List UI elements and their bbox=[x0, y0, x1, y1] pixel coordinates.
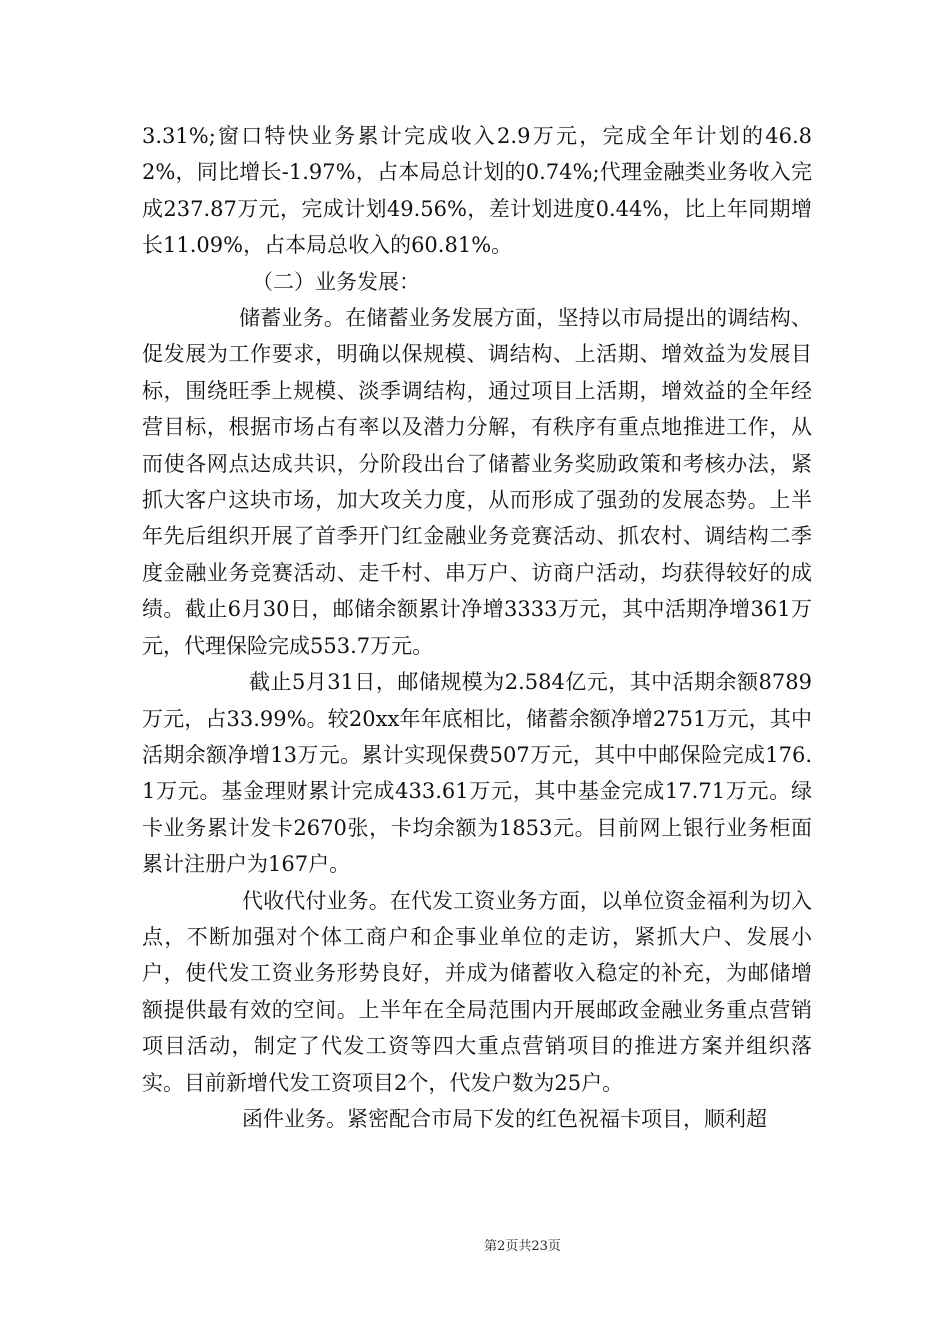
section-heading-business-development: （二）业务发展： bbox=[252, 269, 420, 294]
document-body bbox=[142, 118, 812, 1137]
paragraph-savings-business: 储蓄业务。在储蓄业务发展方面，坚持以市局提出的调结构、促发展为工作要求，明确以保规模、调结构、上活期、增效益为发展目标，围绕旺季上规模、淡季调结构，通过项目上活期，增效益的全年经营目标，根据市场占有率以及潜力分解，有秩序有重点地推进工作，从而使各网点达成共识，分阶段出台了储蓄业务奖励政策和考核办法，紧抓大客户这块市场，加大攻关力度，从而形成了强劲的发展态势。上半年先后组织开展了首季开门红金融业务竞赛活动、抓农村、调结构二季度金融业务竞赛活动、走千村、串万户、访商户活动，均获得较好的成绩。截止6月30日，邮储余额累计净增3333万元，其中活期净增361万元，代理保险完成553.7万元。 bbox=[142, 306, 812, 658]
paragraph-savings-scale: 截止5月31日，邮储规模为2.584亿元，其中活期余额8789万元，占33.99%。较20xx年年底相比，储蓄余额净增2751万元，其中活期余额净增13万元。累计实现保费507万元，其中中邮保险完成176.1万元。基金理财累计完成433.61万元，其中基金完成17.71万元。绿卡业务累计发卡2670张，卡均余额为1853元。目前网上银行业务柜面累计注册户为167户。 bbox=[142, 670, 812, 877]
paragraph-collection-payment: 代收代付业务。在代发工资业务方面，以单位资金福利为切入点，不断加强对个体工商户和企事业单位的走访，紧抓大户、发展小户，使代发工资业务形势良好，并成为储蓄收入稳定的补充，为邮储增额提供最有效的空间。上半年在全局范围内开展邮政金融业务重点营销项目活动，制定了代发工资等四大重点营销项目的推进方案并组织落实。目前新增代发工资项目2个，代发户数为25户。 bbox=[142, 888, 812, 1095]
page-number: 第2页共23页 bbox=[484, 1239, 561, 1254]
paragraph-revenue-summary: 3.31%;窗口特快业务累计完成收入2.9万元，完成全年计划的46.82%，同比增长-1.97%，占本局总计划的0.74%;代理金融类业务收入完成237.87万元，完成计划49.56%，差计划进度0.44%，比上年同期增长11.09%，占本局总收入的60.81%。 bbox=[142, 124, 812, 258]
page-footer bbox=[0, 1235, 950, 1254]
paragraph-mail-business: 函件业务。紧密配合市局下发的红色祝福卡项目，顺利超 bbox=[242, 1106, 767, 1131]
